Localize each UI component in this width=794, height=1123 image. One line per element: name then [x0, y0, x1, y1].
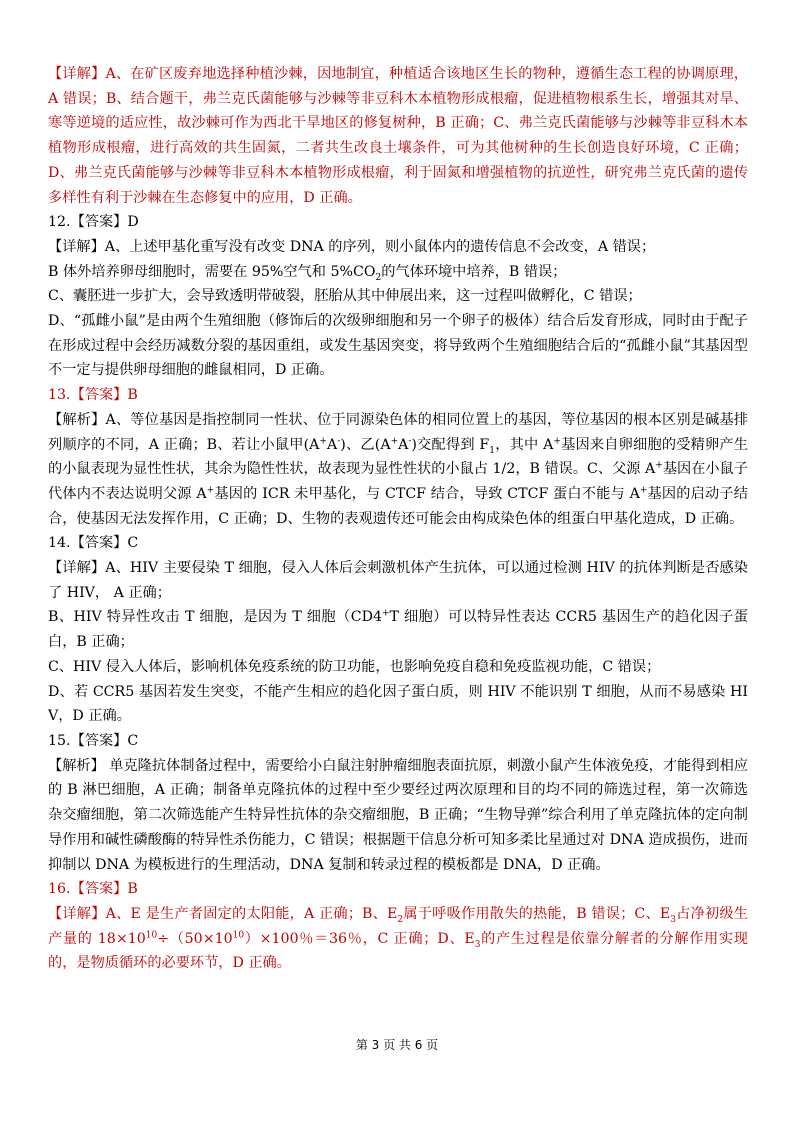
q11-explanation: 【详解】A、在矿区废弃地选择种植沙棘，因地制宜，种植适合该地区生长的物种，遵循生态工程的协调原理，A 错误；B、结合题干，弗兰克氏菌能够与沙棘等非豆科木本植物形成根瘤，促进植物根系生长，增强其对旱、寒等逆境的适应性，故沙棘可作为西北干旱地区的修复树种，B 正确；C、弗兰克氏菌能够与沙棘等非豆科木本植物形成根瘤，进行高效的共生固氮，二者共生改良土壤条件，可为其他树种的生长创造良好环境，C 正确；D、弗兰克氏菌能够与沙棘等非豆科木本植物形成根瘤，利于固氮和增强植物的抗逆性，研究弗兰克氏菌的遗传多样性有利于沙棘在生态修复中的应用，D 正确。 [48, 66, 748, 206]
q12-answer-heading: 12.【答案】D [48, 214, 139, 231]
q15-answer-heading: 15.【答案】C [48, 732, 139, 749]
q14-option-c: C、HIV 侵入人体后，影响机体免疫系统的防卫功能，也影响免疫自稳和免疫监视功能，C 错误； [48, 658, 661, 675]
q12-option-c: C、囊胚进一步扩大，会导致透明带破裂，胚胎从其中伸展出来，这一过程叫做孵化，C 错误； [48, 288, 642, 305]
page-content [48, 62, 748, 976]
page-footer: 第 3 页 共 6 页 [355, 1038, 439, 1052]
q14-answer-heading: 14.【答案】C [48, 535, 139, 552]
q13-answer-heading: 13.【答案】B [48, 387, 138, 404]
q14-option-b: B、HIV 特异性攻击 T 细胞，是因为 T 细胞（CD4+T 细胞）可以特异性表达 CCR5 基因生产的趋化因子蛋白，B 正确； [48, 608, 748, 651]
q15-explanation: 【解析】 单克隆抗体制备过程中，需要给小白鼠注射肿瘤细胞表面抗原，刺激小鼠产生体液免疫，才能得到相应的 B 淋巴细胞，A 正确；制备单克隆抗体的过程中至少要经过两次原理和目的均不同的筛选过程，第一次筛选杂交瘤细胞，第二次筛选能产生特异性抗体的杂交瘤细胞，B 正确；“生物导弹”综合利用了单克隆抗体的定向制导作用和碱性磷酸酶的特异性杀伤能力，C 错误；根据题干信息分析可知多柔比星通过对 DNA 造成损伤，进而抑制以 DNA 为模板进行的生理活动，DNA 复制和转录过程的模板都是 DNA，D 正确。 [48, 757, 748, 873]
q12-option-d: D、“孤雌小鼠”是由两个生殖细胞（修饰后的次级卵细胞和另一个卵子的极体）结合后发育形成，同时由于配子在形成过程中会经历减数分裂的基因重组，或发生基因突变，将导致两个生殖细胞结合后的“孤雌小鼠”其基因型不一定与提供卵母细胞的雌鼠相同，D 正确。 [48, 313, 748, 379]
q16-explanation: 【详解】A、E 是生产者固定的太阳能，A 正确；B、$E_2$属于呼吸作用散失的热能，B 错误；C、$E_3$占净初级生产量的 $18\times 10^{10}\div(50\times 10^{10})\times 100$％＝36％，C 正确；D、$E_3$的产生过程是依靠分解者的分解作用实现的，是物质循环的必要环节，D 正确。 [48, 905, 748, 972]
q14-option-d: D、若 CCR5 基因若发生突变，不能产生相应的趋化因子蛋白质，则 HIV 不能识别 T 细胞，从而不易感染 HIV，D 正确。 [48, 683, 748, 725]
q12-option-a: 【详解】A、上述甲基化重写没有改变 DNA 的序列，则小鼠体内的遗传信息不会改变，A 错误； [48, 238, 656, 255]
q14-option-a: 【详解】A、HIV 主要侵染 T 细胞，侵入人体后会刺激机体产生抗体，可以通过检测 HIV 的抗体判断是否感染了 HIV， A 正确； [48, 560, 748, 601]
q12-option-b: B 体外培养卵母细胞时，需要在 95%空气和 $5\%CO_2$的气体环境中培养，B 错误； [48, 263, 567, 283]
q13-explanation: 【解析】A、等位基因是指控制同一性状、位于同源染色体的相同位置上的基因，等位基因的根本区别是碱基排列顺序的不同，A 正确；B、若让小鼠甲(A+A-)、乙(A+A-)交配得到 $F_1$，其中 A+基因来自卵细胞的受精卵产生的小鼠表现为显性性状，其余为隐性性状，故表现为显性性状的小鼠占 1/2，B 错误。C、父源 A+基因在小鼠子代体内不表达说明父源 A+基因的 ICR 未甲基化，与 CTCF 结合，导致 CTCF 蛋白不能与 A+基因的启动子结合，使基因无法发挥作用，C 正确；D、生物的表观遗传还可能会由构成染色体的组蛋白甲基化造成，D 正确。 [48, 411, 748, 527]
q16-answer-heading: 16.【答案】B [48, 881, 138, 898]
